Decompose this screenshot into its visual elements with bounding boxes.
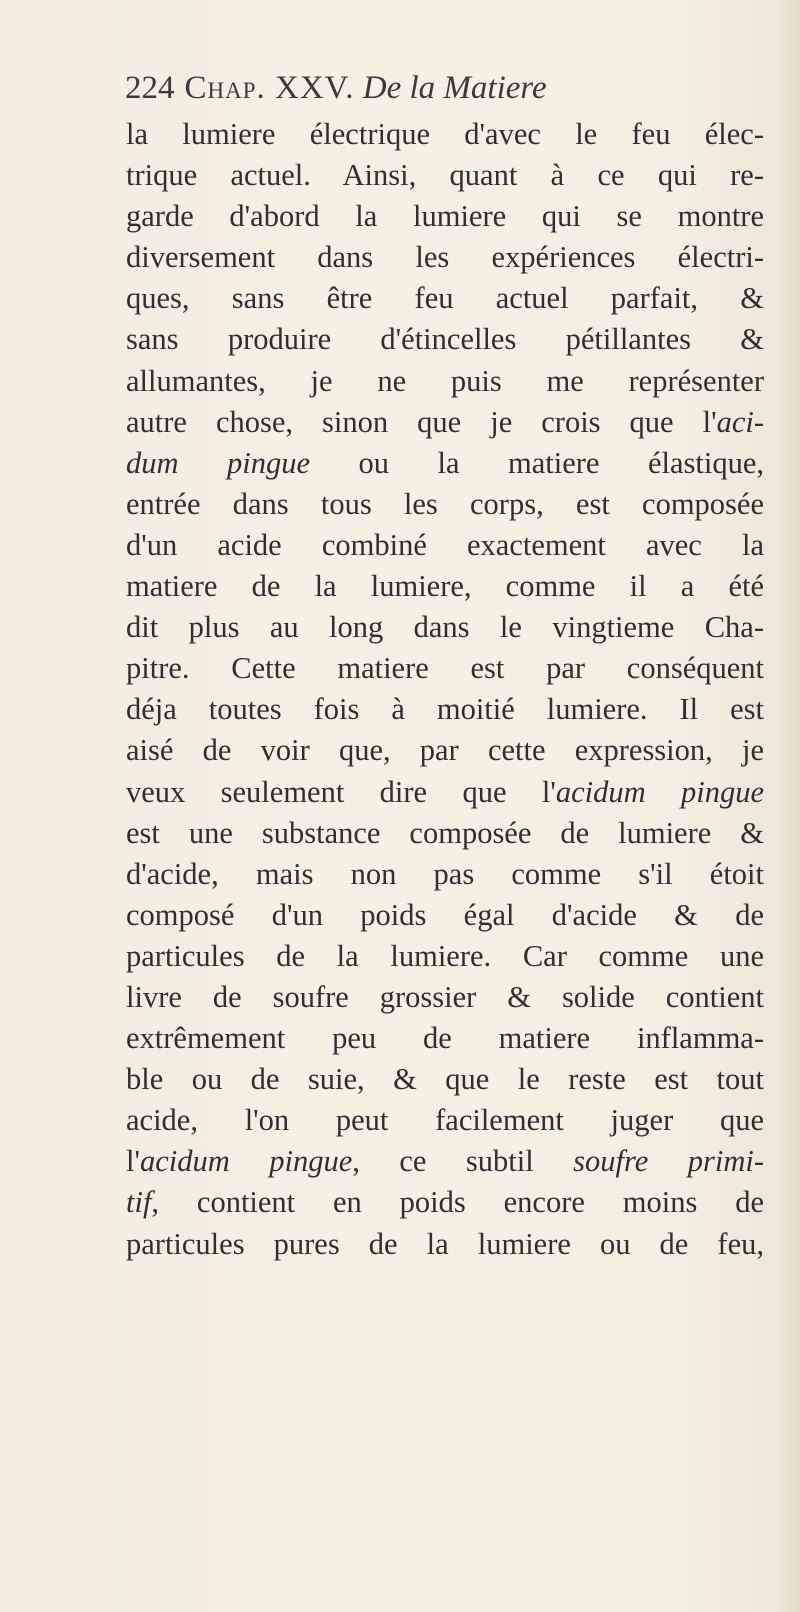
text-segment: allumantes, je ne puis me représenter xyxy=(126,363,764,398)
text-segment: ou la matiere élastique, xyxy=(310,445,764,480)
text-segment: matiere de la lumiere, comme il a été xyxy=(126,569,764,604)
text-line xyxy=(126,361,764,402)
italic-segment: acidum pingue xyxy=(555,774,764,809)
text-line xyxy=(126,895,764,936)
text-segment: , contient en poids encore moins de xyxy=(151,1185,764,1220)
text-segment: trique actuel. Ainsi, quant à ce qui re- xyxy=(126,158,764,193)
running-header xyxy=(125,70,765,120)
text-line xyxy=(126,854,764,895)
text-segment: entrée dans tous les corps, est composée xyxy=(126,486,764,521)
text-segment: veux seulement dire que l' xyxy=(126,774,556,809)
text-line xyxy=(126,484,764,525)
text-line xyxy=(126,443,764,484)
text-line xyxy=(126,525,764,566)
text-line xyxy=(126,402,764,443)
text-segment: garde d'abord la lumiere qui se montre xyxy=(126,199,764,234)
text-line xyxy=(126,772,764,813)
text-line xyxy=(126,1018,764,1059)
text-line xyxy=(126,196,764,237)
text-line xyxy=(126,936,764,977)
text-segment: composé d'un poids égal d'acide & de xyxy=(126,897,764,932)
text-segment: ble ou de suie, & que le reste est tout xyxy=(126,1062,764,1097)
chapter-title: De la Matiere xyxy=(362,70,547,106)
text-line xyxy=(126,566,764,607)
italic-segment: soufre primi- xyxy=(573,1144,764,1179)
text-line xyxy=(126,237,764,278)
text-segment: particules pures de la lumiere ou de feu, xyxy=(126,1226,764,1261)
page-number: 224 xyxy=(125,70,175,106)
text-segment: d'un acide combiné exactement avec la xyxy=(126,527,764,562)
text-line xyxy=(126,977,764,1018)
text-line xyxy=(126,730,764,771)
body-text xyxy=(126,114,764,1265)
text-line xyxy=(126,648,764,689)
text-segment: , ce subtil xyxy=(352,1144,574,1179)
text-line xyxy=(126,114,764,155)
italic-segment: aci- xyxy=(716,404,764,439)
text-segment: déja toutes fois à moitié lumiere. Il est xyxy=(126,692,764,727)
text-segment: diversement dans les expériences électri- xyxy=(126,240,764,275)
text-line xyxy=(126,607,764,648)
text-segment: d'acide, mais non pas comme s'il étoit xyxy=(126,856,764,891)
text-line xyxy=(126,278,764,319)
text-line xyxy=(126,319,764,360)
italic-segment: dum pingue xyxy=(126,445,311,480)
italic-segment: tif xyxy=(126,1185,152,1220)
text-line xyxy=(126,155,764,196)
text-segment: la lumiere électrique d'avec le feu élec- xyxy=(126,117,764,151)
text-line xyxy=(126,689,764,730)
text-segment: particules de la lumiere. Car comme une xyxy=(126,938,764,973)
text-segment: extrêmement peu de matiere inflamma- xyxy=(126,1021,764,1056)
text-segment: livre de soufre grossier & solide contient xyxy=(126,979,764,1014)
text-line xyxy=(126,1224,764,1265)
text-segment: ques, sans être feu actuel parfait, & xyxy=(126,281,764,316)
page-edge-shadow xyxy=(778,0,800,1612)
text-line xyxy=(126,1141,764,1182)
text-segment: acide, l'on peut facilement juger que xyxy=(126,1103,764,1138)
text-segment: sans produire d'étincelles pétillantes & xyxy=(126,322,764,357)
text-segment: aisé de voir que, par cette expression, je xyxy=(126,733,764,768)
text-line xyxy=(126,1182,764,1223)
text-line xyxy=(126,1100,764,1141)
text-segment: pitre. Cette matiere est par conséquent xyxy=(126,651,764,686)
text-line xyxy=(126,1059,764,1100)
text-segment: est une substance composée de lumiere & xyxy=(126,815,764,850)
text-segment: l' xyxy=(126,1144,140,1179)
chapter-label: Chap. XXV. xyxy=(184,70,355,106)
text-segment: autre chose, sinon que je crois que l' xyxy=(126,404,717,439)
text-line xyxy=(126,813,764,854)
italic-segment: acidum pingue xyxy=(139,1144,353,1179)
text-segment: dit plus au long dans le vingtieme Cha- xyxy=(126,610,764,645)
